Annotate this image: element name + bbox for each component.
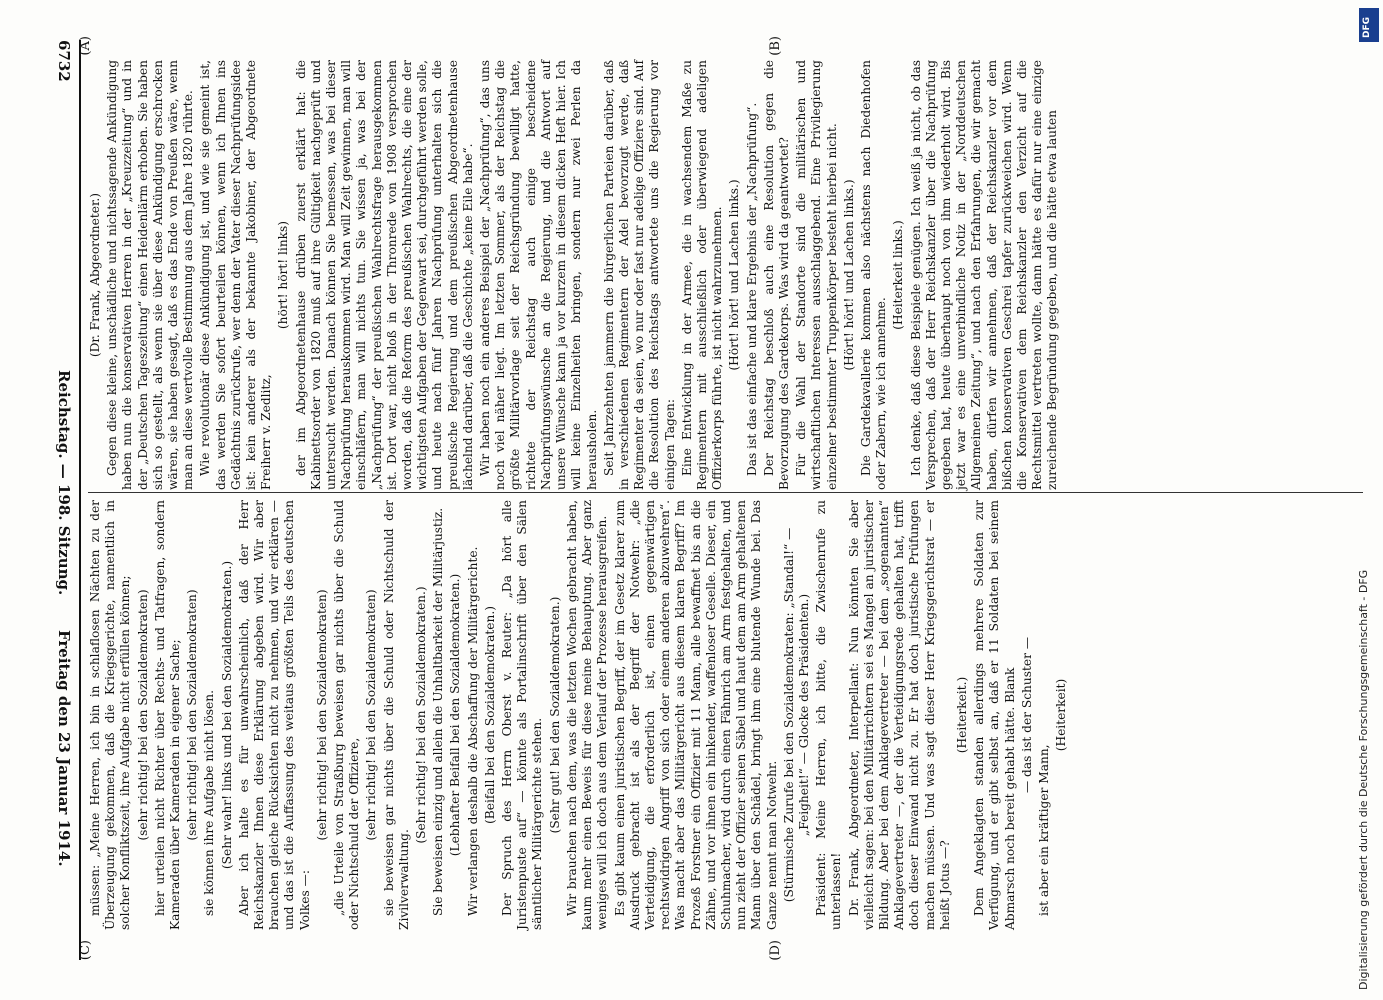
credit-text: Digitalisierung gefördert durch die Deutsche Forschungsgemeinschaft - DFG <box>1357 569 1370 990</box>
quote: Eine Entwicklung in der Armee, die in wachsendem Maße zu Regimentern mit ausschließlich oder überwiegend adeligen Offizierkorps führte, ist nicht wahrzunehmen. <box>679 60 725 490</box>
digitization-credit <box>1357 10 1379 990</box>
interjection: (Heiterkeit) <box>1054 678 1069 752</box>
paragraph: Wie revolutionär diese Ankündigung ist, und wie sie gemeint ist, das werden Sie sofort beurteilen können, wenn ich Ihnen ins Gedächtnis zurückrufe, wer denn der Vater dieser Nachprüfungsidee ist: kein anderer als der bekannte Jakobiner, der Abgeordnete Freiherr v. Zedlitz, <box>198 60 274 490</box>
paragraph: müssen: „Meine Herren, ich bin in schlaflosen Nächten zu der Überzeugung gekommen, daß die Kriegsgerichte, namentlich in solcher Konfliktszeit, ihre Aufgabe nicht erfüllen können; <box>88 500 133 930</box>
paragraph: Es gibt kaum einen juristischen Begriff, der im Gesetz klarer zum Ausdruck gebracht ist als der Begriff der Notwehr: „die Verteidigung, die erforderlich ist, einen gegenwärtigen rechtswidrigen Angriff von sich oder einem anderen abzuwehren“. Was macht aber das Militärgericht aus diesem klaren Begriff? Im Prozeß Forstner ein Offizier mit 11 Mann, alle bewaffnet bis an die Zähne, und vor ihnen ein hinkender, waffenloser Geselle. Dieser, ein Schuhmacher, wird durch einen Fähnrich am Arm festgehalten, und nun zieht der Offizier seinen Säbel und haut dem am Arm gehaltenen Mann über den Schädel, bringt ihm eine blutende Wunde bei. Das Ganze nennt man Notwehr. <box>612 500 779 930</box>
paragraph: Sie beweisen einzig und allein die Unhaltbarkeit der Militärjustiz. <box>431 507 446 916</box>
interjection: (sehr richtig! bei den Sozialdemokraten) <box>135 589 150 841</box>
interjection: (sehr richtig! bei den Sozialdemokraten) <box>185 589 200 841</box>
interjection: (Sehr gut! bei den Sozialdemokraten.) <box>547 596 562 834</box>
paragraph: der im Abgeordnetenhause drüben zuerst erklärt hat: die Kabinettsorder von 1820 muß auf ihre Gültigkeit nachgeprüft und untersucht werden. Danach können Sie bemessen, was bei dieser Nachprüfung herauskommen wird. Man will Zeit gewinnen, man will einschläfern, man will nichts tun. Sie wissen ja, was bei der „Nachprüfung“ der preußischen Wahlrechtsfrage herausgekommen ist. Dort war, nicht bloß in der Thronrede von 1908 versprochen worden, daß die Reform des preußischen Wahlrechts, die eine der wichtigsten Aufgaben der Gegenwart sei, durchgeführt werden solle, und heute nach fünf Jahren Nachprüfung unterhalten sich die preußische Regierung und dem preußischen Abgeordnetenhause lächelnd darüber, daß die Geschichte „keine Eile habe“. <box>293 60 475 490</box>
quote: Für die Wahl der Standorte sind die militärischen und wirtschaftlichen Interessen ausschlaggebend. Eine Privilegierung einzelner bestimmter Truppenkörper besteht hierbei nicht. <box>794 60 839 490</box>
session-title: Reichstag. — 198. Sitzung. <box>55 370 73 596</box>
running-header <box>43 40 73 960</box>
paragraph: „die Urteile von Straßburg beweisen gar nichts über die Schuld oder Nichtschuld der Offiziere, <box>332 500 362 930</box>
paragraph: sie beweisen gar nichts über die Schuld oder Nichtschuld der Zivilverwaltung. <box>381 500 411 930</box>
margin-mark-a: (A) <box>78 36 93 56</box>
paragraph: Die Gardekavallerie kommen also nächstens nach Diedenhofen oder Zabern, wie ich annehme. <box>858 60 889 490</box>
interjection: (Sehr richtig! bei den Sozialdemokraten.) <box>414 586 429 844</box>
paragraph: Das ist das einfache und klare Ergebnis der „Nachprüfung“. <box>744 102 759 476</box>
paragraph: Dem Angeklagten standen allerdings mehrere Soldaten zur Verfügung, und er gibt selbst an, daß er 11 Soldaten bei seinem Abmarsch noch bereit gehabt hätte. Blank <box>972 500 1017 930</box>
speaker-line: (Dr. Frank, Abgeordneter.) <box>88 192 102 358</box>
interjection: (Heiterkeit links.) <box>891 220 906 330</box>
paragraph: Ich denke, daß diese Beispiele genügen. Ich weiß ja nicht, ob das Versprechen, daß der Herr Reichskanzler über die Nachprüfung gegeben hat, heute überhaupt noch von ihm wiederholt wird. Bis jetzt war es eine unverbindliche Notiz in der „Norddeutschen Allgemeinen Zeitung“, und nach den Erfahrungen, die wir gemacht haben, dürfen wir annehmen, daß der Reichskanzler vor dem bißchen konservativen Geschrei tapfer zurückweichen wird. Wenn die Konservativen dem Reichskanzler den Verzicht auf die Rechtsmittel vertreten wollte, dann hätte es dafür nur eine einzige zureichende Begründung gegeben, und die hätte etwa lauten <box>908 60 1060 490</box>
paragraph: sie können ihre Aufgabe nicht lösen. <box>202 690 217 916</box>
margin-mark-b: (B) <box>768 36 783 56</box>
paragraph: Aber ich halte es für unwahrscheinlich, daß der Herr Reichskanzler Ihnen diese Erklärung abgeben wird. Wir aber brauchen gleiche Rücksichten nicht zu nehmen, und wir erklären — und das ist die Auffassung des weitaus größten Teils des deutschen Volkes —: <box>236 500 312 930</box>
left-column <box>88 60 1363 490</box>
paragraph: hier urteilen nicht Richter über Rechts- und Tatfragen, sondern Kameraden über Kameraden in eigener Sache; <box>152 500 183 930</box>
paragraph: Der Reichstag beschloß auch eine Resolution gegen die Bevorzugung des Gardekorps. Was wird da geantwortet? <box>761 60 791 490</box>
interjection: — das ist der Schuster — <box>1019 636 1034 794</box>
dfg-logo <box>1359 8 1379 42</box>
interjection: (Sehr wahr! links und bei den Sozialdemokraten.) <box>219 560 234 870</box>
paragraph: Wir brauchen nach dem, was die letzten Wochen gebracht haben, kaum mehr einen Beweis für diese meine Behauptung. Aber ganz weniges will ich doch aus dem Verlauf der Prozesse herausgreifen. <box>564 500 610 930</box>
right-column <box>88 500 1363 930</box>
paragraph: Dr. Frank, Abgeordneter, Interpellant: Nun könnten Sie aber vielleicht sagen: bei den Militärrichtern sei es Mangel an juristischer Bildung. Aber bei dem Anklagevertreter — bei dem „sogenannten“ Anklagevertreter —, der die Verteidigungsrede gehalten hat, trifft doch dieser Einwand nicht zu. Er hat doch juristische Prüfungen machen müssen. Und was sagt dieser Herr Kriegsgerichtsrat — er heißt Jotus —? <box>846 500 952 930</box>
interjection: (Hört! hört! und Lachen links.) <box>727 179 742 371</box>
column-divider <box>88 492 1363 493</box>
header-rule <box>79 40 81 960</box>
paragraph: Präsident: Meine Herren, ich bitte, die Zwischenrufe zu unterlassen! <box>814 500 844 930</box>
margin-mark-c: (C) <box>78 940 93 961</box>
interjection: (Heiterkeit.) <box>954 676 969 754</box>
interjection: (Stürmische Zurufe bei den Sozialdemokraten: „Standal!“ — „Feigheit!“ — Glocke des Präsidenten.) <box>781 527 811 903</box>
paragraph: Wir haben noch ein anderes Beispiel der „Nachprüfung“, das uns noch viel näher liegt. Im letzten Sommer, als der Reichstag die größte Militärvorlage seit der Reichsgründung bewilligt hatte, richtete der Reichstag auch einige bescheidene Nachprüfungswünsche an die Regierung, und die Antwort auf unsere Wünsche kann ja vor kurzem in diesem dicken Heft hier. Ich will keine Einzelheiten bringen, sondern nur zwei Perlen da herausholen. <box>478 60 599 490</box>
session-date: Freitag den 23 Januar 1914. <box>55 630 73 867</box>
interjection: (Beifall bei den Sozialdemokraten.) <box>482 606 497 824</box>
interjection: (sehr richtig! bei den Sozialdemokraten) <box>314 589 329 841</box>
interjection: (Lebhafter Beifall bei den Sozialdemokraten.) <box>448 573 463 857</box>
dfg-logo-text: DFG <box>1362 16 1372 38</box>
margin-mark-d: (D) <box>768 940 783 961</box>
paragraph: Seit Jahrzehnten jammern die bürgerlichen Parteien darüber, daß in verschiedenen Regimentern der Adel bevorzugt werde, daß Regimenter da seien, wo nur oder fast nur adelige Offiziere sind. Auf die Resolution des Reichstags antwortete uns die Regierung vor einigen Tagen: <box>601 60 677 490</box>
paragraph: Der Spruch des Herrn Oberst v. Reuter: „Da hört alle Juristenpuste auf“ — könnte als Portalinschrift über den Sälen sämtlicher Militärgerichte stehen. <box>500 500 545 930</box>
page-number: 6732 <box>55 40 73 82</box>
paragraph: ist aber ein kräftiger Mann, <box>1036 744 1051 916</box>
interjection: (sehr richtig! bei den Sozialdemokraten) <box>364 589 379 841</box>
paragraph: Wir verlangen deshalb die Abschaffung der Militärgerichte. <box>465 546 480 916</box>
interjection: (Hört! hört! und Lachen links.) <box>841 179 856 371</box>
interjection: (hört! hört! links) <box>276 220 291 330</box>
paragraph: Gegen diese kleine, unschädliche und nichtssagende Ankündigung haben nun die konservativen Herren in der „Kreuzzeitung“ und in der „Deutschen Tageszeitung“ einen Heidenlärm erhoben. Sie haben sich so gestellt, als wenn sie über diese Ankündigung erschrocken wären, sie haben gesagt, daß es das Ende von Preußen wäre, wenn man an diese wertvolle Bestimmung aus dem Jahre 1820 rührte. <box>105 60 196 490</box>
